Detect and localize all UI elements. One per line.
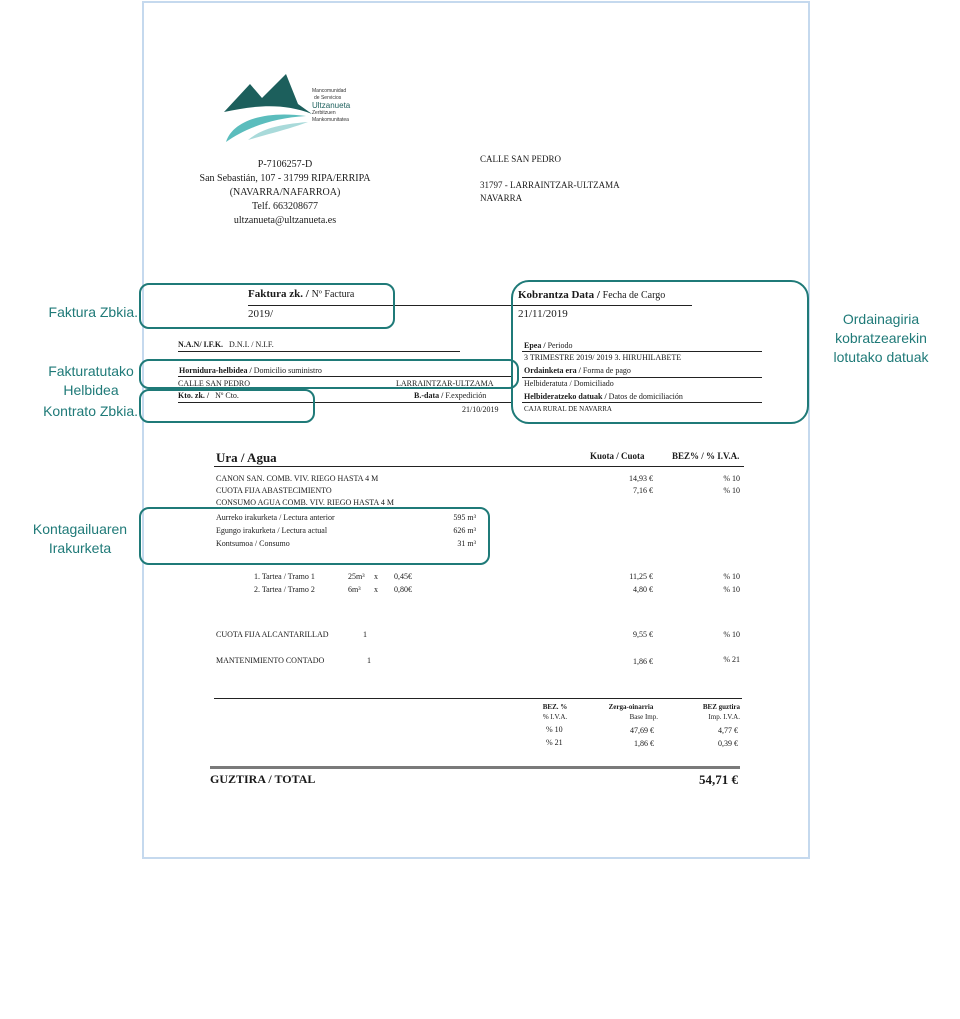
- tier-fee: 4,80 €: [633, 585, 653, 594]
- label-eu: Epea /: [524, 341, 546, 350]
- label-es: Datos de domiciliación: [608, 392, 683, 401]
- label-eu: B.-data /: [414, 391, 444, 400]
- invoice-number-value: 2019/: [248, 308, 274, 320]
- divider: [214, 698, 742, 699]
- label-es: D.N.I. / N.I.F.: [229, 340, 274, 349]
- annotation-meter-reading: [24, 520, 136, 558]
- reading-value: 595 m³: [453, 513, 476, 522]
- tax-col-total-eu: BEZ guztira: [702, 703, 740, 711]
- annotation-line: Ordainagiria: [842, 311, 920, 327]
- logo-line: de Servicios: [314, 94, 342, 101]
- charge-concept: CANON SAN. COMB. VIV. RIEGO HASTA 4 M: [216, 474, 379, 483]
- tax-row-vat: % 10: [546, 725, 563, 734]
- reading-value: 626 m³: [453, 526, 476, 535]
- annotation-invoice-number: Faktura Zbkia.: [48, 304, 138, 320]
- extra-vat: % 10: [723, 630, 740, 639]
- section-title: Ura / Agua: [216, 450, 277, 465]
- label-eu: Kobrantza Data /: [518, 289, 600, 301]
- issuer-logo: [222, 72, 362, 144]
- period-value: 3 TRIMESTRE 2019/ 2019 3. HIRUHILABETE: [524, 353, 682, 362]
- annotation-payment-data: [818, 310, 944, 367]
- annotation-line: Kontagailuaren: [32, 521, 128, 537]
- recipient-city: 31797 - LARRAINTZAR-ULTZAMA: [480, 180, 620, 190]
- callout-payment-data: [511, 280, 809, 424]
- logo-text: [312, 88, 350, 123]
- divider: [214, 466, 744, 467]
- issuer-address: San Sebastián, 107 - 31799 RIPA/ERRIPA: [199, 173, 371, 184]
- extra-fee: 1,86 €: [633, 657, 653, 666]
- reading-value: 31 m³: [457, 539, 476, 548]
- charge-concept: CUOTA FIJA ABASTECIMIENTO: [216, 486, 332, 495]
- tier-vat: % 10: [723, 572, 740, 581]
- debit-value: CAJA RURAL DE NAVARRA: [524, 405, 612, 413]
- tier-label: 2. Tartea / Tramo 2: [254, 585, 315, 594]
- tax-col-vat-es: % I.V.A.: [542, 713, 568, 721]
- tier-label: 1. Tartea / Tramo 1: [254, 572, 315, 581]
- extra-qty: 1: [367, 656, 371, 665]
- callout-invoice-number: [139, 283, 395, 329]
- tier-qty: 6m³: [348, 585, 361, 594]
- annotation-line: lotutako datuak: [833, 349, 929, 365]
- logo-brand: Ultzanueta: [312, 101, 351, 110]
- label-eu: Helbideratzeko datuak /: [524, 392, 607, 401]
- total-value: 54,71 €: [699, 772, 738, 787]
- tax-col-total-es: Imp. I.V.A.: [708, 713, 740, 721]
- extra-concept: MANTENIMIENTO CONTADO: [216, 656, 325, 665]
- label-es: Nº Cto.: [215, 391, 239, 400]
- reading-label: Kontsumoa / Consumo: [216, 539, 290, 548]
- issue-date-value: 21/10/2019: [462, 405, 499, 414]
- charge-concept: CONSUMO AGUA COMB. VIV. RIEGO HASTA 4 M: [216, 498, 394, 507]
- tier-price: 0,45€: [394, 572, 412, 581]
- label-eu: Faktura zk. /: [248, 288, 309, 300]
- label-eu: Kto. zk. /: [178, 391, 210, 400]
- tax-col-vat-eu: BEZ. %: [542, 703, 568, 711]
- charge-date-value: 21/11/2019: [518, 308, 568, 320]
- annotation-contract-number: Kontrato Zbkia.: [43, 403, 138, 419]
- col-fee-header: Kuota / Cuota: [590, 451, 645, 461]
- tier-price: 0,80€: [394, 585, 412, 594]
- callout-contract-number: [139, 389, 315, 423]
- callout-meter-reading: [139, 507, 490, 565]
- tier-vat: % 10: [723, 585, 740, 594]
- issuer-details: [180, 158, 390, 228]
- tax-row-vat: % 21: [546, 738, 563, 747]
- tax-row-base: 47,69 €: [630, 726, 654, 735]
- tier-qty: 25m³: [348, 572, 365, 581]
- tax-col-base-eu: Zerga-oinarria: [608, 703, 654, 711]
- logo-line: Mancomunidad: [312, 88, 347, 94]
- label-eu: Hornidura-helbidea /: [179, 366, 252, 375]
- label-es: Nº Factura: [311, 289, 355, 300]
- tier-fee: 11,25 €: [629, 572, 653, 581]
- charge-vat: % 10: [723, 474, 740, 483]
- col-vat-header: BEZ% / % I.V.A.: [672, 451, 740, 461]
- issuer-phone: Telf. 663208677: [252, 201, 318, 212]
- tax-col-base-es: Base Imp.: [629, 713, 658, 721]
- divider: [178, 351, 460, 352]
- total-label: GUZTIRA / TOTAL: [210, 772, 316, 786]
- callout-billed-address: [139, 359, 519, 389]
- charge-fee: 7,16 €: [633, 486, 653, 495]
- mountain-logo-icon: [222, 72, 312, 144]
- annotation-line: Helbidea: [63, 382, 119, 398]
- extra-fee: 9,55 €: [633, 630, 653, 639]
- tier-multiply: x: [374, 572, 378, 581]
- nif-label: [178, 340, 274, 349]
- supply-street: CALLE SAN PEDRO: [178, 379, 251, 388]
- supply-city: LARRAINTZAR-ULTZAMA: [396, 379, 494, 388]
- label-eu: Ordainketa era /: [524, 366, 581, 375]
- extra-vat: % 21: [723, 655, 740, 664]
- issuer-nif: P-7106257-D: [257, 159, 313, 170]
- label-es: Periodo: [547, 341, 573, 350]
- charge-fee: 14,93 €: [629, 474, 653, 483]
- issuer-email[interactable]: ultzanueta@ultzanueta.es: [233, 215, 337, 226]
- tax-row-base: 1,86 €: [634, 739, 654, 748]
- annotation-billed-address: [44, 362, 138, 400]
- logo-line: Mankomunitatea: [312, 116, 349, 123]
- annotation-line: Irakurketa: [48, 540, 112, 556]
- label-es: Forma de pago: [582, 366, 631, 375]
- issue-date-label: [414, 391, 486, 400]
- logo-line: Zerbitzuen: [312, 110, 336, 116]
- label-es: F.expedición: [445, 391, 487, 400]
- annotation-line: kobratzearekin: [835, 330, 927, 346]
- recipient-street: CALLE SAN PEDRO: [480, 154, 562, 164]
- tier-multiply: x: [374, 585, 378, 594]
- charge-vat: % 10: [723, 486, 740, 495]
- issuer-region: (NAVARRA/NAFARROA): [229, 187, 341, 198]
- extra-concept: CUOTA FIJA ALCANTARILLAD: [216, 630, 329, 639]
- extra-qty: 1: [363, 630, 367, 639]
- label-es: Fecha de Cargo: [602, 290, 666, 301]
- tax-row-tax: 0,39 €: [718, 739, 738, 748]
- reading-label: Egungo irakurketa / Lectura actual: [216, 526, 328, 535]
- annotation-line: Fakturatutako: [48, 363, 134, 379]
- recipient-province: NAVARRA: [480, 193, 523, 203]
- payment-value: Helbideratuta / Domiciliado: [524, 379, 614, 388]
- reading-label: Aurreko irakurketa / Lectura anterior: [216, 513, 335, 522]
- label-es: Domicilio suministro: [253, 366, 322, 375]
- tax-row-tax: 4,77 €: [718, 726, 738, 735]
- label-eu: N.A.N/ I.F.K.: [178, 340, 224, 349]
- total-bar: [210, 766, 740, 769]
